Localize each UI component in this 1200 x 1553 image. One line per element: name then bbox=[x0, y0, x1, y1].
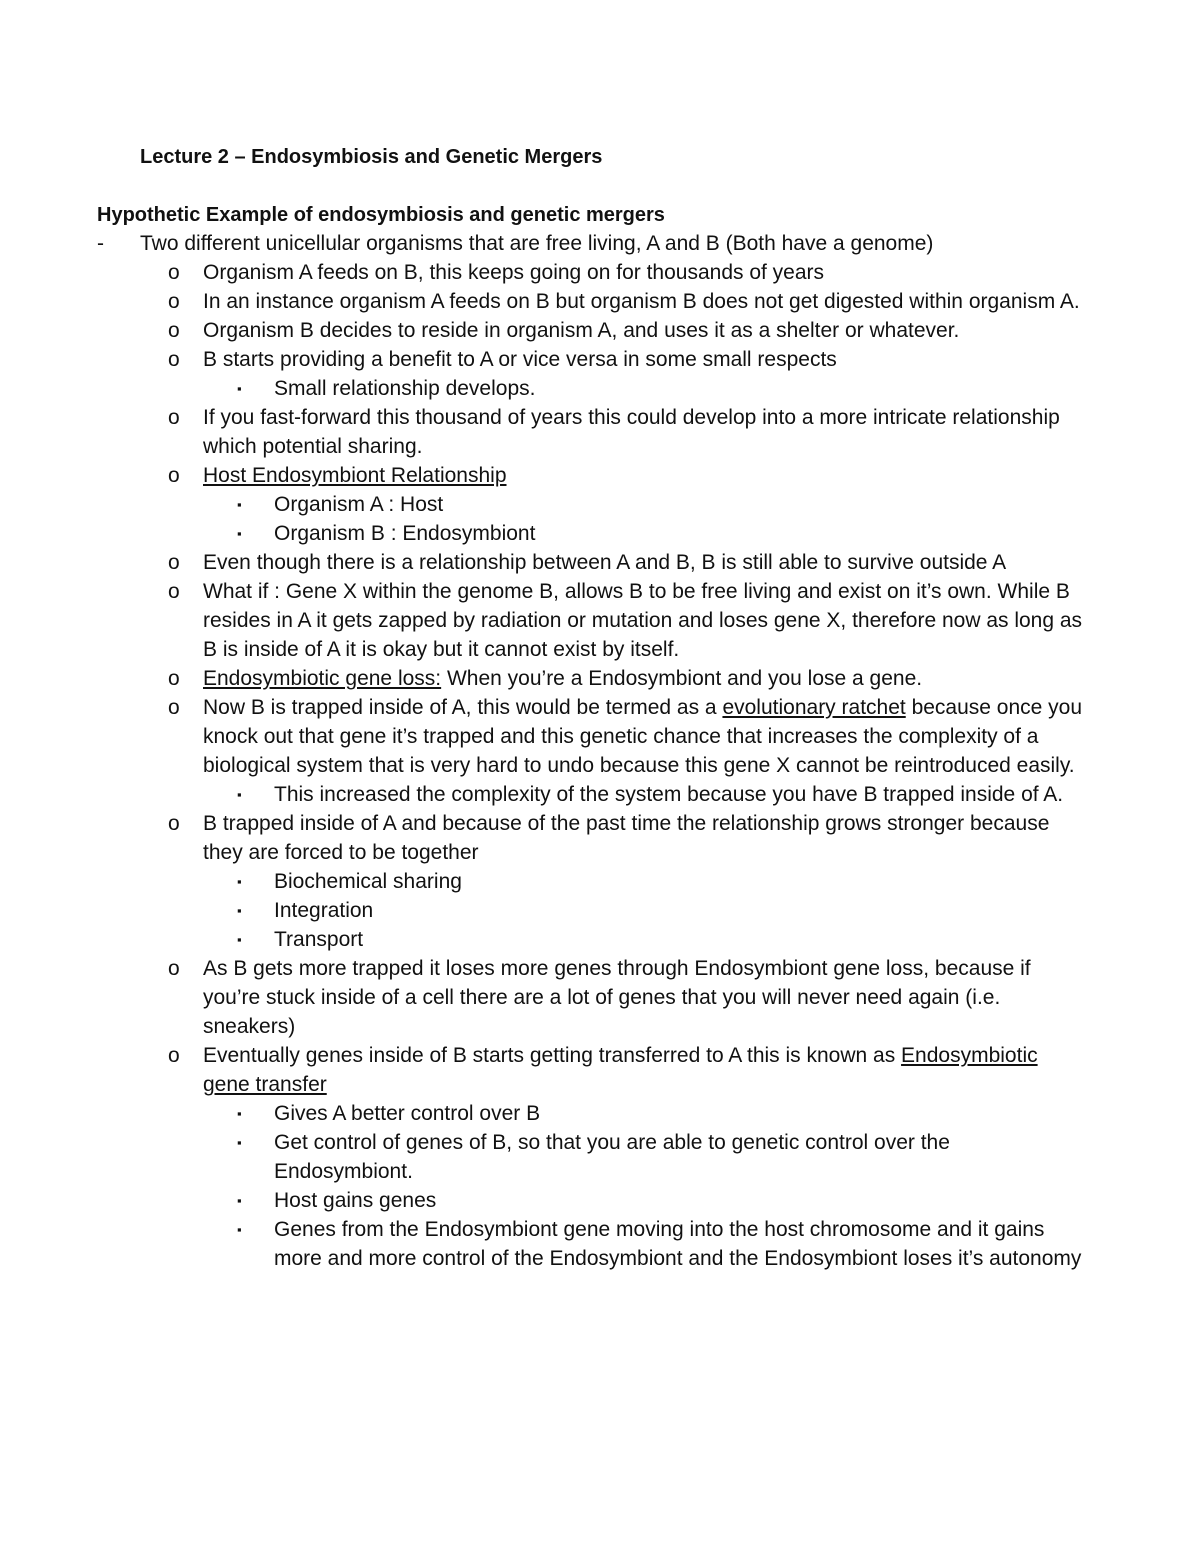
circle-bullet: o bbox=[168, 551, 180, 574]
list-item bbox=[0, 925, 1200, 954]
list-item bbox=[0, 693, 1200, 780]
underlined-term: Host Endosymbiont Relationship bbox=[203, 464, 507, 487]
list-item-text: What if : Gene X within the genome B, allows B to be free living and exist on it’s own. While B resides in A it gets zapped by radiation or mutation and loses gene X, therefore now as long as B is inside of A it is okay but it cannot exist by itself. bbox=[203, 580, 1083, 661]
list-item bbox=[0, 1041, 1200, 1099]
list-item-text bbox=[203, 1041, 1083, 1099]
list-item-text: Organism A : Host bbox=[274, 493, 444, 516]
list-item-text: Two different unicellular organisms that are free living, A and B (Both have a genome) bbox=[140, 232, 934, 255]
square-bullet: ▪ bbox=[237, 1106, 242, 1121]
circle-bullet: o bbox=[168, 696, 180, 719]
list-item bbox=[0, 954, 1200, 1041]
list-item-text: B trapped inside of A and because of the past time the relationship grows stronger because they are forced to be together bbox=[203, 812, 1050, 864]
list-item-text: Organism A feeds on B, this keeps going on for thousands of years bbox=[203, 261, 825, 284]
list-item-text: This increased the complexity of the system because you have B trapped inside of A. bbox=[274, 783, 1064, 806]
list-item bbox=[0, 258, 1200, 287]
underlined-term: Endosymbiotic gene transfer bbox=[203, 1044, 1038, 1096]
list-item-text: B starts providing a benefit to A or vice versa in some small respects bbox=[203, 348, 837, 371]
list-item-text: Biochemical sharing bbox=[274, 870, 462, 893]
square-bullet: ▪ bbox=[237, 932, 242, 947]
list-item-text-rest: When you’re a Endosymbiont and you lose a gene. bbox=[441, 667, 923, 690]
circle-bullet: o bbox=[168, 406, 180, 429]
list-item bbox=[0, 519, 1200, 548]
list-item bbox=[0, 577, 1200, 664]
list-item-text: Organism B : Endosymbiont bbox=[274, 522, 536, 545]
square-bullet: ▪ bbox=[237, 381, 242, 396]
list-item bbox=[0, 374, 1200, 403]
square-bullet: ▪ bbox=[237, 1193, 242, 1208]
square-bullet: ▪ bbox=[237, 497, 242, 512]
square-bullet: ▪ bbox=[237, 874, 242, 889]
list-item-text: Integration bbox=[274, 899, 374, 922]
list-item bbox=[0, 1215, 1200, 1273]
circle-bullet: o bbox=[168, 1044, 180, 1067]
list-item-text-pre: Eventually genes inside of B starts getting transferred to A this is known as bbox=[203, 1044, 902, 1067]
list-item-text-post: because once you knock out that gene it’s trapped and this genetic chance that increases the complexity of a biological system that is very hard to undo because this gene X cannot be reintroduced easily. bbox=[203, 696, 1083, 777]
circle-bullet: o bbox=[168, 319, 180, 342]
list-item-text: As B gets more trapped it loses more genes through Endosymbiont gene loss, because if you’re stuck inside of a cell there are a lot of genes that you will never need again (i.e. sneakers) bbox=[203, 957, 1031, 1038]
list-item-text: Host gains genes bbox=[274, 1189, 437, 1212]
underlined-term: evolutionary ratchet bbox=[722, 696, 906, 719]
square-bullet: ▪ bbox=[237, 1222, 242, 1237]
circle-bullet: o bbox=[168, 580, 180, 603]
list-item-text-pre: Now B is trapped inside of A, this would be termed as a bbox=[203, 696, 723, 719]
list-item-text: In an instance organism A feeds on B but organism B does not get digested within organism A. bbox=[203, 290, 1080, 313]
circle-bullet: o bbox=[168, 812, 180, 835]
list-item bbox=[0, 316, 1200, 345]
circle-bullet: o bbox=[168, 667, 180, 690]
list-item bbox=[0, 229, 1200, 258]
list-item bbox=[0, 345, 1200, 374]
list-item bbox=[0, 461, 1200, 490]
list-item bbox=[0, 809, 1200, 867]
circle-bullet: o bbox=[168, 290, 180, 313]
bullet-list bbox=[0, 229, 1200, 1273]
list-item-text: Transport bbox=[274, 928, 364, 951]
dash-bullet: - bbox=[97, 232, 104, 255]
list-item-text: Get control of genes of B, so that you are able to genetic control over the Endosymbiont. bbox=[274, 1131, 950, 1183]
section-heading: Hypothetic Example of endosymbiosis and genetic mergers bbox=[97, 204, 665, 226]
square-bullet: ▪ bbox=[237, 787, 242, 802]
circle-bullet: o bbox=[168, 348, 180, 371]
list-item-text: If you fast-forward this thousand of years this could develop into a more intricate relationship which potential sharing. bbox=[203, 406, 1060, 458]
square-bullet: ▪ bbox=[237, 903, 242, 918]
list-item bbox=[0, 403, 1200, 461]
list-item bbox=[0, 780, 1200, 809]
list-item-text: Genes from the Endosymbiont gene moving into the host chromosome and it gains more and more control of the Endosymbiont and the Endosymbiont loses it’s autonomy bbox=[274, 1218, 1082, 1270]
circle-bullet: o bbox=[168, 464, 180, 487]
list-item-text: Even though there is a relationship between A and B, B is still able to survive outside A bbox=[203, 551, 1007, 574]
circle-bullet: o bbox=[168, 261, 180, 284]
list-item bbox=[0, 664, 1200, 693]
list-item-text: Small relationship develops. bbox=[274, 377, 536, 400]
square-bullet: ▪ bbox=[237, 526, 242, 541]
list-item bbox=[0, 287, 1200, 316]
list-item bbox=[0, 896, 1200, 925]
list-item bbox=[0, 1128, 1200, 1186]
list-item bbox=[0, 548, 1200, 577]
underlined-term: Endosymbiotic gene loss: bbox=[203, 667, 442, 690]
list-item-text bbox=[203, 693, 1083, 780]
list-item bbox=[0, 1186, 1200, 1215]
list-item bbox=[0, 1099, 1200, 1128]
list-item-text bbox=[203, 664, 1083, 693]
square-bullet: ▪ bbox=[237, 1135, 242, 1150]
list-item-text: Gives A better control over B bbox=[274, 1102, 541, 1125]
list-item bbox=[0, 490, 1200, 519]
list-item-text: Organism B decides to reside in organism A, and uses it as a shelter or whatever. bbox=[203, 319, 960, 342]
lecture-title: Lecture 2 – Endosymbiosis and Genetic Mergers bbox=[140, 146, 603, 168]
circle-bullet: o bbox=[168, 957, 180, 980]
list-item bbox=[0, 867, 1200, 896]
